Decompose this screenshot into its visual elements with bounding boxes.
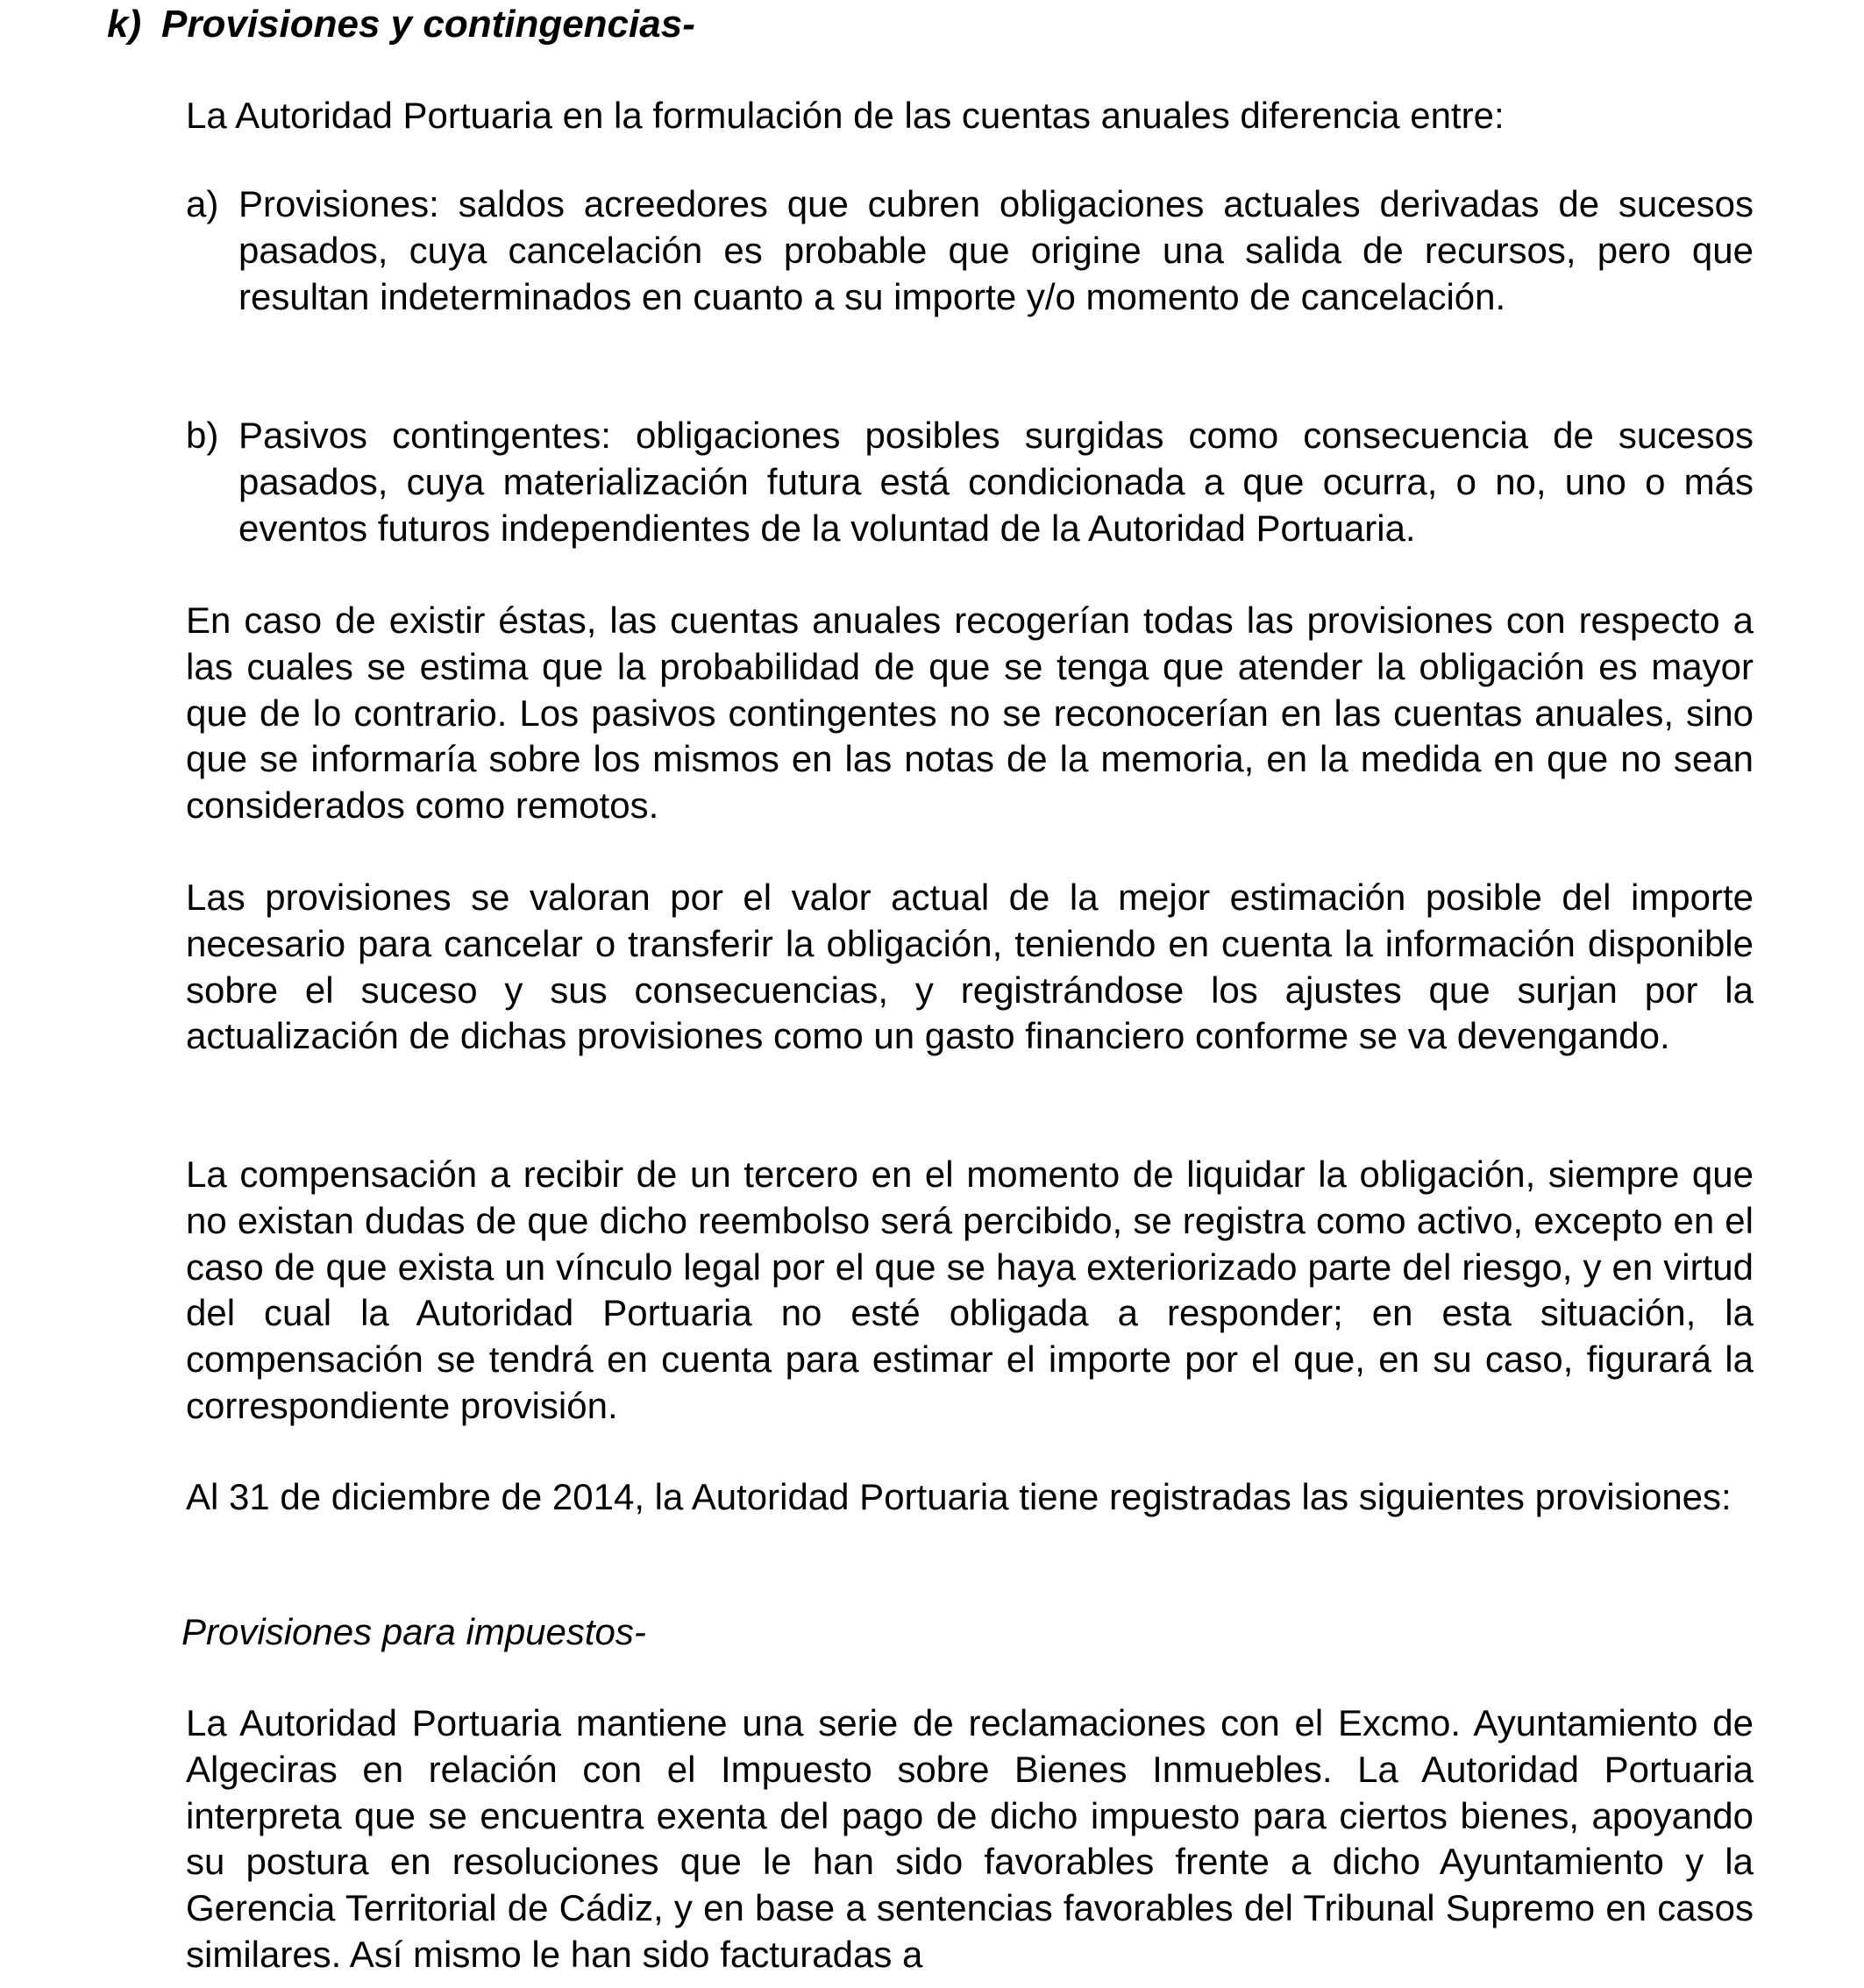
paragraph-recognition: En caso de existir éstas, las cuentas anuales recogerían todas las provisiones con respecto a las cuales se estima que la probabilidad de que se tenga que atender la obligación es mayor que de lo contrario. Los pasivos contingentes no se reconocerían en las cuentas anuales, sino que se informaría sobre los mismos en las notas de la memoria, en la medida en que no sean considerados como remotos. bbox=[186, 600, 1754, 827]
paragraph-compensation: La compensación a recibir de un tercero en el momento de liquidar la obligación, siempre que no existan dudas de que dicho reembolso será percibido, se registra como activo, excepto en el caso de que exista un vínculo legal por el que se haya exteriorizado parte del riesgo, y en virtud del cual la Autoridad Portuaria no esté obligada a responder; en esta situación, la compensación se tendrá en cuenta para estimar el importe por el que, en su caso, figurará la correspondiente provisión. bbox=[186, 1154, 1754, 1426]
paragraph-registered-provisions: Al 31 de diciembre de 2014, la Autoridad Portuaria tiene registradas las siguientes provisiones: bbox=[186, 1476, 1732, 1517]
list-item-marker: b) bbox=[186, 415, 219, 456]
section-title: Provisiones y contingencias- bbox=[161, 3, 695, 46]
subsection-heading: Provisiones para impuestos- bbox=[181, 1611, 646, 1652]
section-heading bbox=[107, 2, 695, 47]
list-item-text: Pasivos contingentes: obligaciones posibles surgidas como consecuencia de sucesos pasados, cuya materialización futura está condicionada a que ocurra, o no, uno o más eventos futuros independientes de la voluntad de la Autoridad Portuaria. bbox=[238, 415, 1754, 549]
list-item-pasivos-contingentes bbox=[186, 413, 1754, 551]
list-item-text: Provisiones: saldos acreedores que cubren obligaciones actuales derivadas de sucesos pasados, cuya cancelación es probable que origine una salida de recursos, pero que resultan indeterminados en cuanto a su importe y/o momento de cancelación. bbox=[238, 183, 1754, 317]
section-marker: k) bbox=[107, 3, 142, 46]
paragraph-tax-claims: La Autoridad Portuaria mantiene una serie de reclamaciones con el Excmo. Ayuntamiento de Algeciras en relación con el Impuesto sobre Bienes Inmuebles. La Autoridad Portuaria interpreta que se encuentra exenta del pago de dicho impuesto para ciertos bienes, apoyando su postura en resoluciones que le han sido favorables frente a dicho Ayuntamiento y la Gerencia Territorial de Cádiz, y en base a sentencias favorables del Tribunal Supremo en casos similares. Así mismo le han sido facturadas a bbox=[186, 1702, 1754, 1975]
intro-paragraph: La Autoridad Portuaria en la formulación de las cuentas anuales diferencia entre: bbox=[186, 95, 1505, 136]
paragraph-valuation: Las provisiones se valoran por el valor actual de la mejor estimación posible del importe necesario para cancelar o transferir la obligación, teniendo en cuenta la información disponible sobre el suceso y sus consecuencias, y registrándose los ajustes que surjan por la actualización de dichas provisiones como un gasto financiero conforme se va devengando. bbox=[186, 877, 1754, 1057]
list-item-marker: a) bbox=[186, 183, 219, 224]
list-item-provisiones bbox=[186, 181, 1754, 320]
